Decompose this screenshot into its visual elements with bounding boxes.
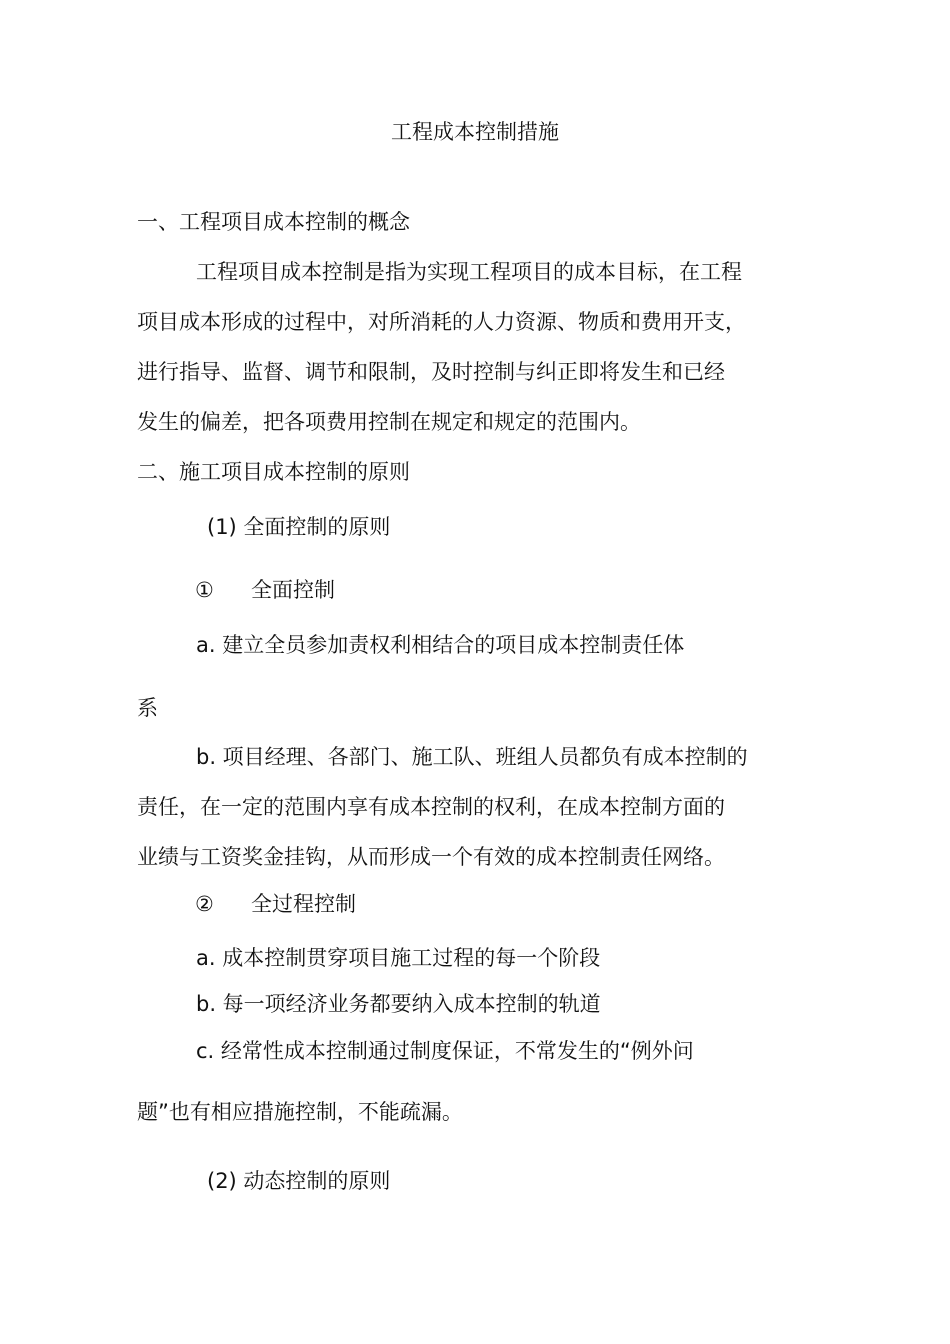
item-1-label: 全面控制	[251, 578, 335, 602]
section-1-paragraph-line: 工程项目成本控制是指为实现工程项目的成本目标，在工程	[196, 260, 742, 284]
section-1-paragraph-line: 项目成本形成的过程中，对所消耗的人力资源、物质和费用开支，	[137, 310, 746, 334]
item-1-b-line: b. 项目经理、各部门、施工队、班组人员都负有成本控制的	[196, 745, 748, 769]
section-1-paragraph-line: 进行指导、监督、调节和限制，及时控制与纠正即将发生和已经	[137, 360, 725, 384]
item-1-a-line: 系	[137, 696, 158, 720]
item-1-b-line: 责任，在一定的范围内享有成本控制的权利，在成本控制方面的	[137, 795, 725, 819]
item-2-b: b. 每一项经济业务都要纳入成本控制的轨道	[196, 992, 601, 1016]
section-1-heading: 一、工程项目成本控制的概念	[137, 210, 410, 234]
item-1-a-line: a. 建立全员参加责权利相结合的项目成本控制责任体	[196, 633, 685, 657]
item-1-marker: ①	[195, 578, 214, 602]
principle-1-label: (1) 全面控制的原则	[207, 515, 391, 539]
item-2-marker: ②	[195, 892, 214, 916]
item-2-label: 全过程控制	[251, 892, 356, 916]
item-1-heading	[195, 576, 335, 604]
section-1-paragraph-line: 发生的偏差，把各项费用控制在规定和规定的范围内。	[137, 410, 641, 434]
principle-2-label: (2) 动态控制的原则	[207, 1169, 391, 1193]
item-1-b-line: 业绩与工资奖金挂钩，从而形成一个有效的成本控制责任网络。	[137, 845, 725, 869]
item-2-a: a. 成本控制贯穿项目施工过程的每一个阶段	[196, 946, 601, 970]
item-2-c-line: c. 经常性成本控制通过制度保证，不常发生的“例外问	[196, 1039, 694, 1063]
section-2-heading: 二、施工项目成本控制的原则	[137, 460, 410, 484]
document-title: 工程成本控制措施	[391, 120, 559, 144]
item-2-c-line: 题”也有相应措施控制，不能疏漏。	[137, 1100, 463, 1124]
item-2-heading	[195, 890, 356, 918]
